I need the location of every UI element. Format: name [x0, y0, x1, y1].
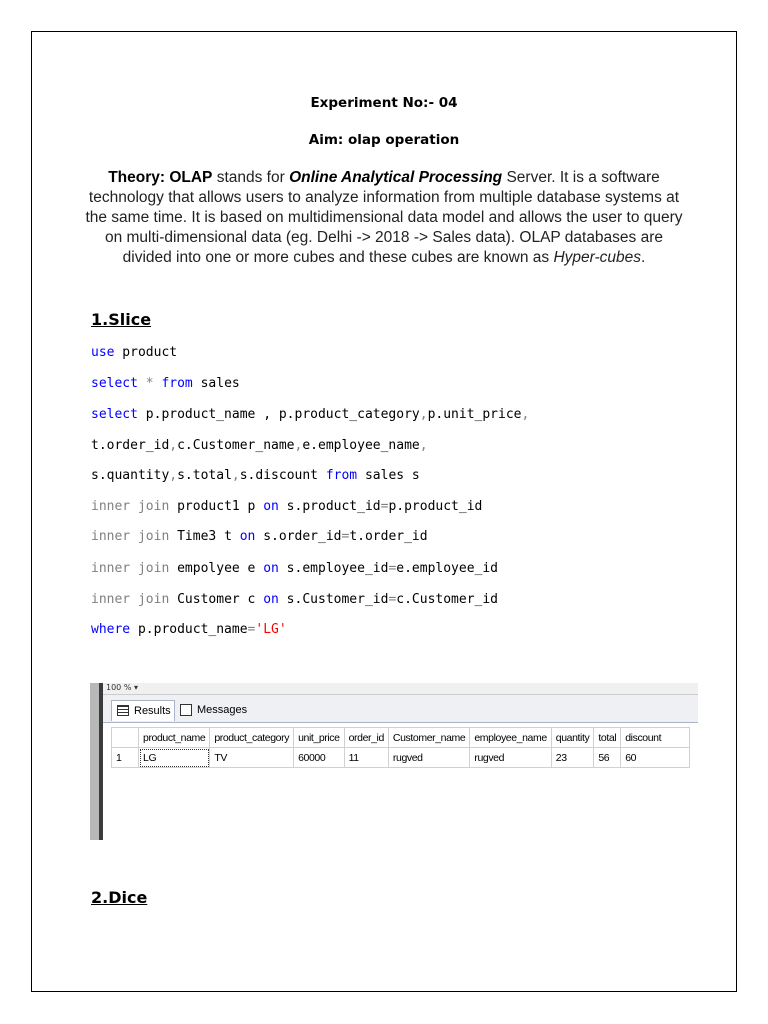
- code-operator: =: [341, 529, 350, 544]
- header-row: [112, 728, 690, 748]
- code-keyword: on: [239, 529, 256, 544]
- code-comma: ,: [521, 407, 530, 422]
- code-text: e.employee_id: [396, 561, 499, 576]
- code-comma: ,: [419, 407, 428, 422]
- code-operator: *: [137, 376, 162, 391]
- code-comma: ,: [169, 468, 178, 483]
- code-operator: =: [380, 499, 389, 514]
- table-cell[interactable]: 11: [344, 748, 388, 768]
- zoom-strip: [103, 683, 698, 695]
- code-text: product1 p: [169, 499, 264, 514]
- code-comma: ,: [419, 438, 428, 453]
- code-text: s.total: [177, 468, 232, 483]
- code-keyword: from: [325, 468, 358, 483]
- code-operator: =: [388, 561, 397, 576]
- theory-label: Theory:: [108, 169, 166, 186]
- chevron-down-icon[interactable]: ▾: [133, 683, 138, 692]
- code-string: 'LG': [255, 622, 287, 637]
- column-header[interactable]: product_category: [210, 728, 294, 748]
- dice-heading: 2.Dice: [91, 888, 148, 907]
- code-text: Customer c: [169, 592, 264, 607]
- slice-heading: 1.Slice: [91, 310, 152, 329]
- table-row: [112, 748, 690, 768]
- code-keyword: use: [91, 345, 115, 360]
- code-keyword: on: [263, 499, 279, 514]
- theory-end: .: [641, 249, 646, 266]
- code-join: inner join: [91, 592, 170, 607]
- grid-icon: [117, 705, 129, 716]
- row-number-header[interactable]: [112, 728, 139, 748]
- code-text: s.Customer_id: [278, 592, 389, 607]
- table-cell[interactable]: 60: [621, 748, 690, 768]
- code-comma: ,: [294, 438, 303, 453]
- table-cell[interactable]: 56: [594, 748, 621, 768]
- code-line-4: [91, 438, 428, 453]
- results-tabs: [103, 695, 698, 723]
- code-keyword: from: [161, 376, 193, 391]
- code-line-9: [91, 592, 498, 607]
- code-text: empolyee e: [169, 561, 264, 576]
- code-join: inner join: [91, 561, 170, 576]
- code-text: p.product_name: [130, 622, 248, 637]
- code-text: s.order_id: [255, 529, 342, 544]
- code-text: s.discount: [239, 468, 326, 483]
- code-line-10: [91, 622, 287, 637]
- theory-paragraph: [82, 168, 686, 268]
- column-header[interactable]: Customer_name: [388, 728, 469, 748]
- hyper-cubes-term: Hyper-cubes: [553, 249, 642, 266]
- aim-title: Aim: olap operation: [308, 132, 460, 148]
- code-text: s.employee_id: [278, 561, 389, 576]
- code-text: s.product_id: [278, 499, 381, 514]
- table-cell[interactable]: TV: [210, 748, 294, 768]
- code-line-2: [91, 376, 240, 391]
- code-text: p.product_name , p.product_category: [137, 407, 420, 422]
- code-keyword: on: [263, 592, 279, 607]
- code-line-6: [91, 499, 482, 514]
- code-comma: ,: [231, 468, 240, 483]
- code-keyword: on: [263, 561, 279, 576]
- experiment-title: Experiment No:- 04: [310, 95, 458, 111]
- code-text: t.order_id: [349, 529, 428, 544]
- column-header[interactable]: product_name: [139, 728, 210, 748]
- code-line-7: [91, 529, 428, 544]
- olap-full-name: Online Analytical Processing: [289, 169, 503, 186]
- tab-results[interactable]: [111, 700, 175, 721]
- theory-text-1: stands for: [212, 169, 290, 186]
- table-cell[interactable]: 23: [551, 748, 594, 768]
- code-comma: ,: [169, 438, 178, 453]
- column-header[interactable]: unit_price: [294, 728, 345, 748]
- code-text: product: [114, 345, 178, 360]
- results-grid: [111, 727, 690, 768]
- tab-messages-label: Messages: [197, 704, 248, 716]
- code-join: inner join: [91, 529, 170, 544]
- code-text: t.order_id: [91, 438, 170, 453]
- zoom-level[interactable]: 100 %: [106, 683, 132, 692]
- column-header[interactable]: discount: [621, 728, 690, 748]
- code-text: c.Customer_id: [396, 592, 499, 607]
- editor-margin: [90, 683, 99, 840]
- code-text: Time3 t: [169, 529, 240, 544]
- code-join: inner join: [91, 499, 170, 514]
- code-text: p.product_id: [388, 499, 483, 514]
- code-operator: =: [247, 622, 256, 637]
- tab-results-label: Results: [134, 705, 171, 717]
- code-line-5: [91, 468, 420, 483]
- code-text: c.Customer_name: [177, 438, 295, 453]
- table-cell[interactable]: 60000: [294, 748, 345, 768]
- code-text: e.employee_name: [302, 438, 420, 453]
- code-keyword: select: [91, 376, 138, 391]
- code-text: s.quantity: [91, 468, 170, 483]
- messages-icon: [180, 704, 192, 716]
- tab-messages[interactable]: [175, 700, 248, 721]
- code-text: p.unit_price: [427, 407, 522, 422]
- code-text: sales s: [357, 468, 420, 483]
- column-header[interactable]: order_id: [344, 728, 388, 748]
- code-operator: =: [388, 592, 397, 607]
- column-header[interactable]: total: [594, 728, 621, 748]
- table-cell[interactable]: rugved: [470, 748, 551, 768]
- query-results-panel: [90, 683, 698, 840]
- code-text: sales: [192, 376, 240, 391]
- code-line-8: [91, 561, 498, 576]
- column-header[interactable]: employee_name: [470, 728, 551, 748]
- olap-term: OLAP: [169, 169, 213, 186]
- table-cell[interactable]: LG: [139, 748, 210, 768]
- code-line-1: [91, 345, 177, 360]
- column-header[interactable]: quantity: [551, 728, 594, 748]
- row-number[interactable]: 1: [112, 748, 139, 768]
- code-keyword: select: [91, 407, 138, 422]
- code-line-3: [91, 407, 529, 422]
- theory-text-2: Server. It is a software technology that allows users to analyze information from multiple database systems at the same time. It is based on multidimensional data model and allows the user to query on multi-dimensional data (eg. Delhi -> 2018 -> Sales data). OLAP databases are divided into one or more cubes and these cubes are known as: [85, 169, 683, 266]
- code-keyword: where: [91, 622, 131, 637]
- table-cell[interactable]: rugved: [388, 748, 469, 768]
